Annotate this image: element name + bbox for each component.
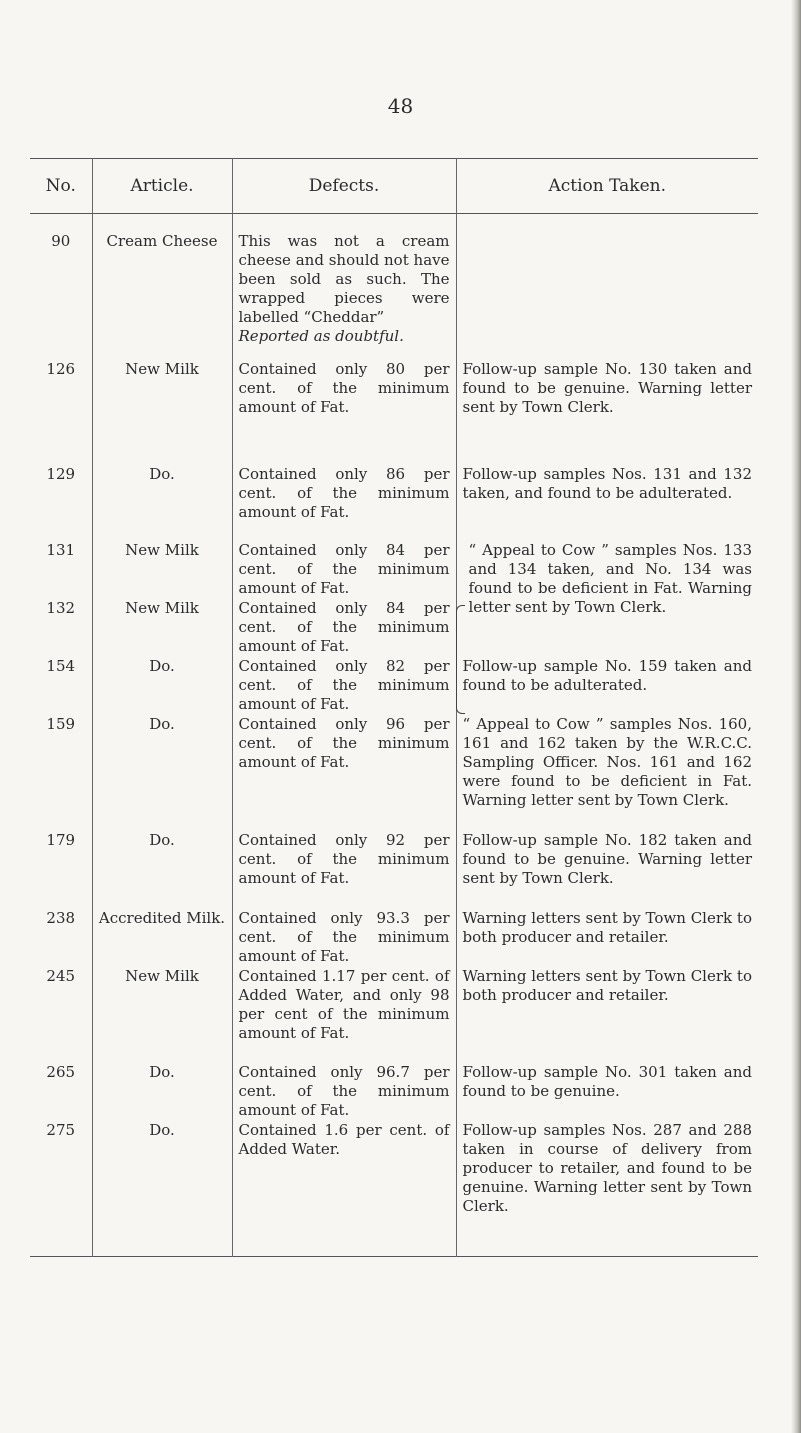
table-row	[30, 657, 758, 715]
row-article: Do.	[92, 1063, 232, 1121]
samples-table	[30, 158, 758, 1257]
header-defects: Defects.	[232, 159, 456, 214]
row-article: Do.	[92, 451, 232, 541]
row-article: New Milk	[92, 541, 232, 599]
row-action: Follow-up samples Nos. 287 and 288 taken in course of delivery from producer to retailer, and found to be genuine. Warning letter sent by Town Clerk.	[456, 1121, 758, 1256]
grouping-brace	[456, 605, 465, 714]
row-article: Do.	[92, 715, 232, 831]
row-article: New Milk	[92, 967, 232, 1063]
page-number: 48	[387, 94, 414, 118]
row-action: Follow-up samples Nos. 131 and 132 taken, and found to be adulterated.	[456, 451, 758, 541]
row-action: Follow-up sample No. 159 taken and found to be adulterated.	[456, 657, 758, 715]
header-action: Action Taken.	[456, 159, 758, 214]
row-action: Follow-up sample No. 301 taken and found to be genuine.	[456, 1063, 758, 1121]
row-defects: Contained only 86 per cent. of the minimum amount of Fat.	[232, 451, 456, 541]
row-action: “ Appeal to Cow ” samples Nos. 160, 161 and 162 taken by the W.R.C.C. Sampling Officer. Nos. 161 and 162 were found to be deficient in Fat. Warning letter sent by Town Clerk.	[456, 715, 758, 831]
row-no: 132	[46, 599, 76, 617]
row-defects: This was not a cream cheese and should not have been sold as such. The wrapped pieces were labelled “Cheddar”	[238, 232, 450, 326]
row-article: Cream Cheese	[92, 214, 232, 347]
table-row	[30, 967, 758, 1063]
header-article: Article.	[92, 159, 232, 214]
table-row	[30, 346, 758, 451]
row-no: 159	[46, 715, 76, 733]
table-row	[30, 214, 758, 347]
row-action: Warning letters sent by Town Clerk to both producer and retailer.	[456, 909, 758, 967]
row-defects: Contained 1.17 per cent. of Added Water, and only 98 per cent of the minimum amount of Fat.	[232, 967, 456, 1063]
row-no: 245	[46, 967, 76, 985]
table-row	[30, 831, 758, 909]
row-defects: Contained only 82 per cent. of the minimum amount of Fat.	[232, 657, 456, 715]
row-action: Warning letters sent by Town Clerk to both producer and retailer.	[456, 967, 758, 1063]
row-defects: Contained 1.6 per cent. of Added Water.	[232, 1121, 456, 1256]
table-row	[30, 541, 758, 599]
row-no: 275	[46, 1121, 76, 1139]
row-no: 154	[46, 657, 76, 675]
row-article: New Milk	[92, 599, 232, 657]
row-defects: Contained only 84 per cent. of the minimum amount of Fat.	[232, 599, 456, 657]
row-defects: Contained only 92 per cent. of the minimum amount of Fat.	[232, 831, 456, 909]
row-no: 131	[46, 541, 76, 559]
row-action: “ Appeal to Cow ” samples Nos. 133 and 134 taken, and No. 134 was found to be deficient in Fat. Warning letter sent by Town Clerk.	[456, 541, 758, 657]
row-defects-note: Reported as doubtful.	[238, 327, 404, 345]
row-defects: Contained only 80 per cent. of the minimum amount of Fat.	[232, 346, 456, 451]
row-defects: Contained only 84 per cent. of the minimum amount of Fat.	[232, 541, 456, 599]
table-row	[30, 1121, 758, 1256]
row-article: Accredited Milk.	[92, 909, 232, 967]
table-row	[30, 715, 758, 831]
row-defects: Contained only 96.7 per cent. of the minimum amount of Fat.	[232, 1063, 456, 1121]
table-row	[30, 1063, 758, 1121]
row-action	[456, 214, 758, 347]
row-action: Follow-up sample No. 130 taken and found to be genuine. Warning letter sent by Town Clerk.	[456, 346, 758, 451]
table-row	[30, 451, 758, 541]
row-no: 238	[46, 909, 76, 927]
row-defects: Contained only 93.3 per cent. of the minimum amount of Fat.	[232, 909, 456, 967]
table-row	[30, 909, 758, 967]
row-article: Do.	[92, 657, 232, 715]
header-row	[30, 159, 758, 214]
page-edge	[791, 0, 801, 1433]
row-no: 129	[46, 465, 76, 483]
row-no: 265	[46, 1063, 76, 1081]
row-article: New Milk	[92, 346, 232, 451]
row-article: Do.	[92, 831, 232, 909]
row-action: Follow-up sample No. 182 taken and found to be genuine. Warning letter sent by Town Clerk.	[456, 831, 758, 909]
row-article: Do.	[92, 1121, 232, 1256]
row-no: 90	[51, 232, 71, 250]
row-no: 179	[46, 831, 76, 849]
row-no: 126	[46, 360, 76, 378]
row-defects: Contained only 96 per cent. of the minimum amount of Fat.	[232, 715, 456, 831]
row-defects-cell	[232, 214, 456, 347]
header-no: No.	[45, 175, 76, 196]
